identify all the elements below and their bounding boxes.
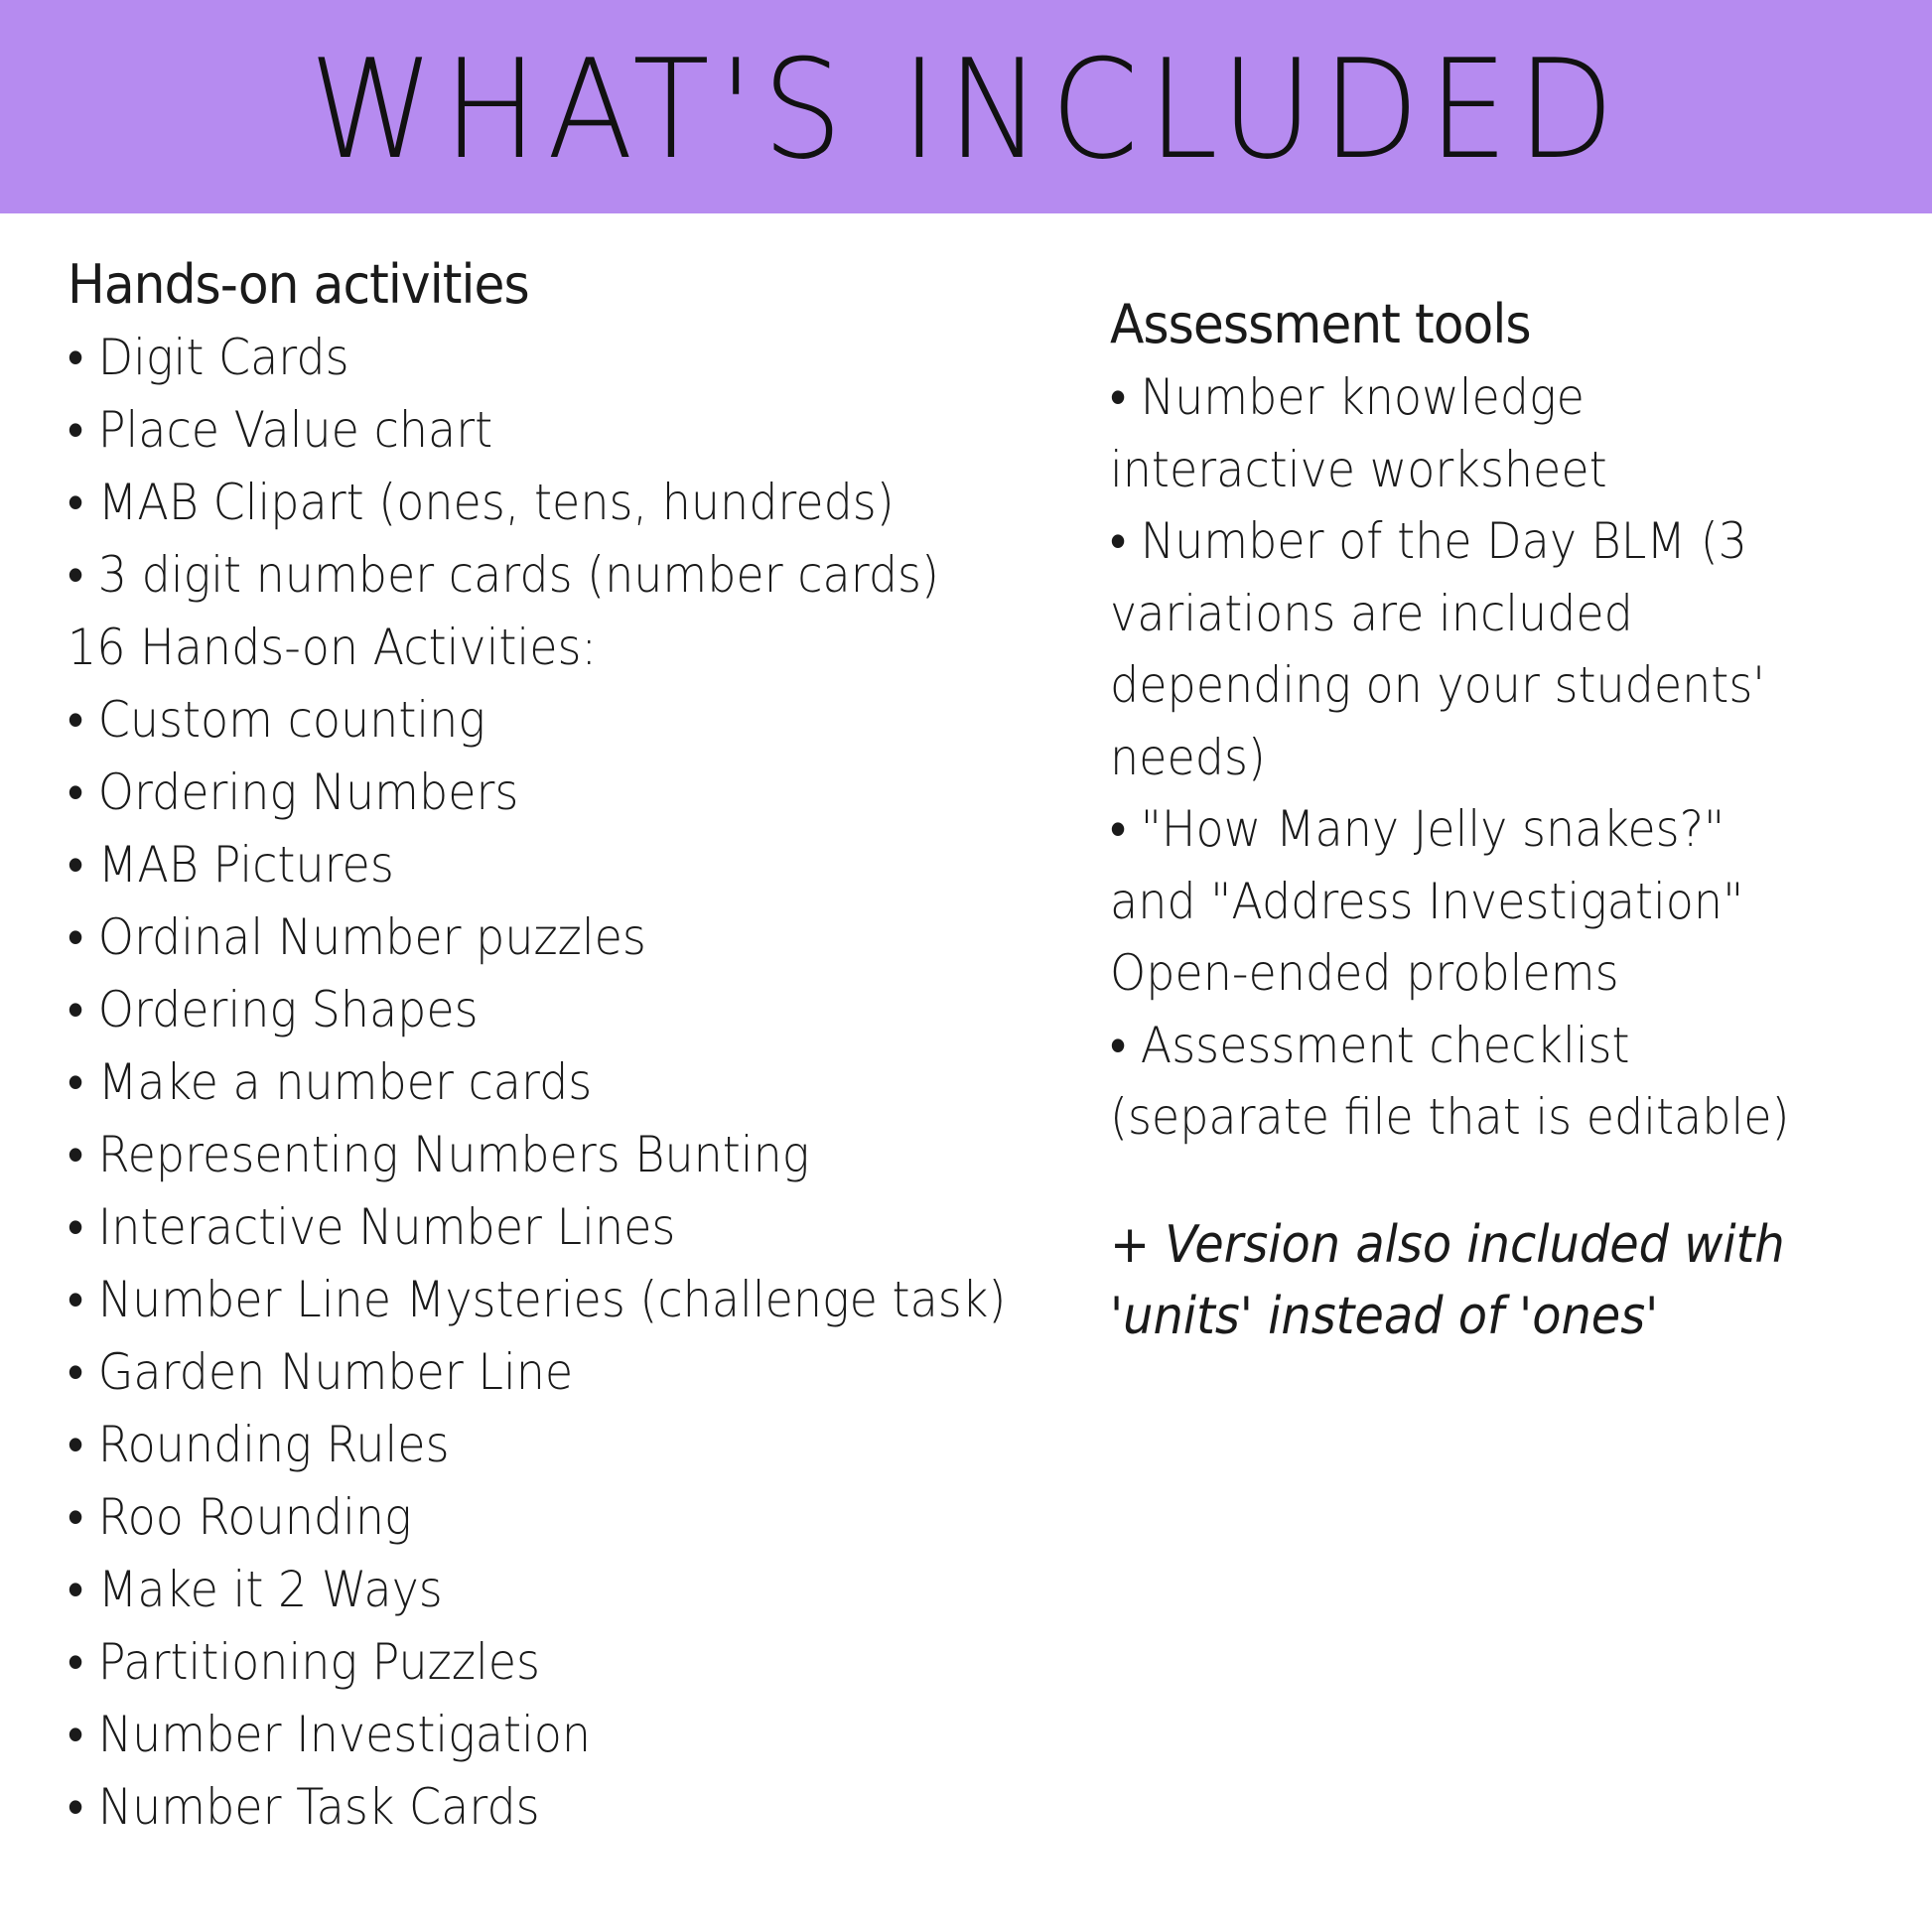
header-banner: [0, 0, 1932, 213]
hands-on-heading: Hands-on activities: [68, 253, 529, 316]
assessment-heading: Assessment tools: [1110, 293, 1531, 355]
assessment-list: [1110, 361, 1904, 1154]
list-item: • Interactive Number Lines: [68, 1191, 990, 1264]
version-note-line: 'units' instead of 'ones': [1110, 1286, 1659, 1346]
assessment-line: and "Address Investigation": [1110, 872, 1744, 930]
list-item: • Rounding Rules: [68, 1409, 990, 1481]
assessment-line: (separate file that is editable): [1110, 1088, 1790, 1146]
assessment-line: needs): [1110, 728, 1266, 786]
list-item: • Custom counting: [68, 684, 990, 757]
list-item: • Partitioning Puzzles: [68, 1626, 990, 1699]
list-item: • Make it 2 Ways: [68, 1554, 990, 1626]
list-item: • Number Investigation: [68, 1699, 990, 1771]
assessment-line: interactive worksheet: [1110, 440, 1607, 498]
list-item: • Roo Rounding: [68, 1481, 990, 1554]
resource-list: [68, 322, 1070, 612]
list-item: • Place Value chart: [68, 394, 990, 467]
list-item: • Number Line Mysteries (challenge task): [68, 1264, 990, 1336]
version-note-line: + Version also included with: [1110, 1214, 1785, 1275]
assessment-column: [1110, 288, 1904, 1352]
assessment-line: depending on your students': [1110, 656, 1765, 714]
list-item: • 3 digit number cards (number cards): [68, 539, 990, 612]
list-item: • Digit Cards: [68, 322, 990, 394]
list-item: • Number Task Cards: [68, 1771, 990, 1844]
list-item: • Ordering Shapes: [68, 974, 990, 1046]
list-item: • Ordering Numbers: [68, 757, 990, 829]
version-note: [1110, 1209, 1841, 1352]
page-title: WHAT'S INCLUDED: [309, 29, 1623, 190]
assessment-line: Open-ended problems: [1110, 944, 1619, 1002]
assessment-line: • Number knowledge: [1110, 368, 1585, 426]
list-item: • MAB Pictures: [68, 829, 990, 901]
list-item: • MAB Clipart (ones, tens, hundreds): [68, 467, 990, 539]
activity-list: [68, 684, 1070, 1844]
hands-on-column: [68, 248, 1070, 1844]
assessment-line: • Assessment checklist: [1110, 1016, 1630, 1074]
activities-heading: 16 Hands-on Activities:: [68, 619, 597, 676]
assessment-line: • "How Many Jelly snakes?": [1110, 800, 1725, 858]
assessment-line: variations are included: [1110, 584, 1633, 642]
assessment-line: • Number of the Day BLM (3: [1110, 512, 1747, 570]
list-item: • Ordinal Number puzzles: [68, 901, 990, 974]
list-item: • Representing Numbers Bunting: [68, 1119, 990, 1191]
list-item: • Garden Number Line: [68, 1336, 990, 1409]
list-item: • Make a number cards: [68, 1046, 990, 1119]
